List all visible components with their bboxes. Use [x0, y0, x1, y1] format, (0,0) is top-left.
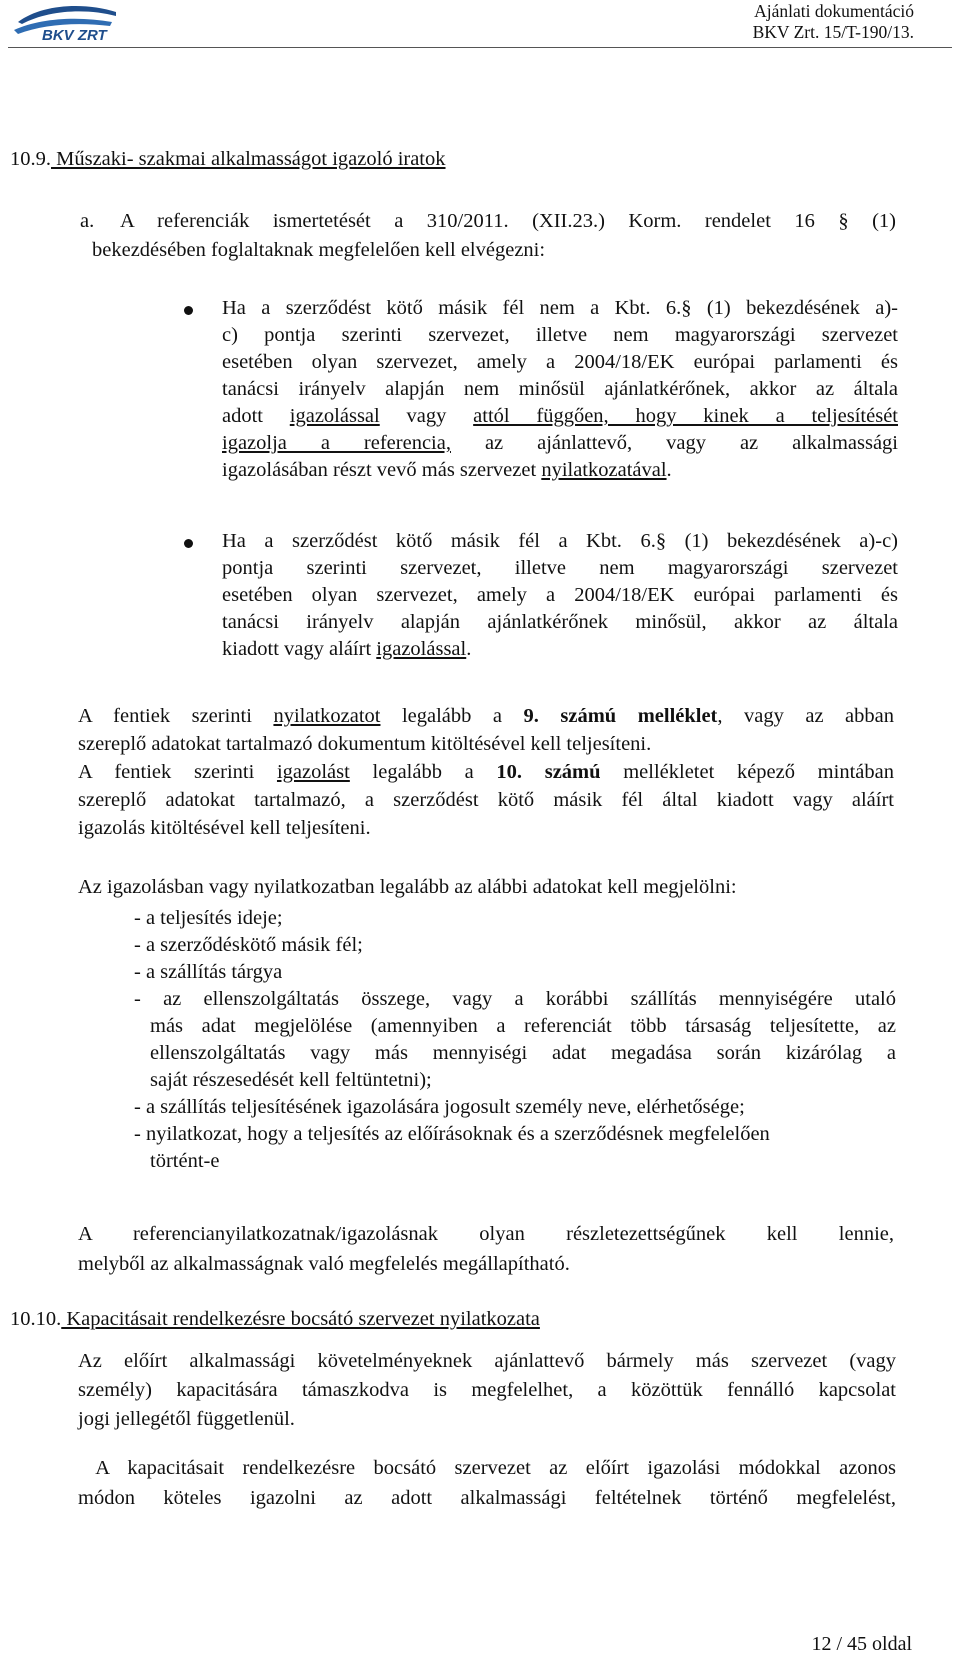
list-item: - a szállítás tárgya	[134, 961, 283, 983]
section-title: Műszaki- szakmai alkalmasságot igazoló iratok	[51, 148, 446, 170]
header-doc-ref: BKV Zrt. 15/T-190/13.	[752, 22, 914, 42]
section-title: Kapacitásait rendelkezésre bocsátó szervezet nyilatkozata	[61, 1308, 540, 1330]
bullet-item-1: Ha a szerződést kötő másik fél nem a Kbt. 6.§ (1) bekezdésének a)- c) pontja szerinti szervezet, illetve nem magyarországi szervezet esetében olyan szervezet, amely a 2004/18/EK európai parlamenti és tanácsi irányelv alapján nem minősül ajánlatkérőnek, akkor az általa adott igazolással vagy attól függően, hogy kinek a teljesítését igazolja a referencia, az ajánlattevő, vagy az alkalmassági igazolásában részt vevő más szervezet nyilatkozatával.	[222, 297, 898, 481]
logo-text: BKV ZRT	[42, 27, 107, 44]
section-10-9-heading	[10, 148, 446, 171]
paragraph-kapacitas-2: A kapacitásait rendelkezésre bocsátó szervezet az előírt igazolási módokkal azonos módon köteles igazolni az adott alkalmassági feltételnek történő megfelelést,	[78, 1457, 896, 1509]
paragraph-adatok-intro: Az igazolásban vagy nyilatkozatban legalább az alábbi adatokat kell megjelölni:	[78, 876, 737, 898]
list-item: - az ellenszolgáltatás összege, vagy a korábbi szállítás mennyiségére utaló más adat megjelölése (amennyiben a referenciát több társaság teljesítette, az ellenszolgáltatás vagy más mennyiségi adat megadása során kizárólag a saját részesedését kell feltüntetni);	[134, 988, 896, 1091]
bkv-logo	[12, 0, 118, 44]
paragraph-kapacitas-1: Az előírt alkalmassági követelményeknek ajánlattevő bármely más szervezet (vagy személy) kapacitására támaszkodva is megfelelhet, a közöttük fennálló kapcsolat jogi jellegétől függetlenül.	[78, 1350, 896, 1430]
list-item: - a szállítás teljesítésének igazolására jogosult személy neve, elérhetősége;	[134, 1096, 745, 1118]
list-item: - a teljesítés ideje;	[134, 907, 283, 929]
list-item: - a szerződéskötő másik fél;	[134, 934, 363, 956]
list-item: - nyilatkozat, hogy a teljesítés az előírásoknak és a szerződésnek megfelelően történt-e	[134, 1123, 770, 1172]
paragraph-nyilatkozat: A fentiek szerinti nyilatkozatot legalább a 9. számú melléklet, vagy az abban szereplő adatokat tartalmazó dokumentum kitöltésével kell teljesíteni. A fentiek szerinti igazolást legalább a 10. számú mellékletet képező mintában szereplő adatokat tartalmazó, a szerződést kötő másik fél által kiadott vagy aláírt igazolás kitöltésével kell teljesíteni.	[78, 705, 895, 839]
required-data-list	[134, 905, 896, 1175]
header-rule	[8, 47, 952, 48]
header-doc-title: Ajánlati dokumentáció	[754, 1, 914, 21]
item-a-line2: bekezdésében foglaltaknak megfelelően kell elvégezni:	[92, 239, 546, 261]
section-number: 10.10.	[10, 1308, 62, 1330]
list-marker-a: a.	[80, 210, 95, 232]
bullet-item-2: Ha a szerződést kötő másik fél a Kbt. 6.§ (1) bekezdésének a)-c) pontja szerinti szervezet, illetve nem magyarországi szervezet esetében olyan szervezet, amely a 2004/18/EK európai parlamenti és tanácsi irányelv alapján ajánlatkérőnek minősül, akkor az általa kiadott vagy aláírt igazolással.	[222, 530, 898, 660]
bullet-icon	[184, 539, 193, 548]
section-10-10-heading	[10, 1308, 540, 1331]
section-number: 10.9.	[10, 148, 51, 170]
item-a-line1: A referenciák ismertetését a 310/2011. (XII.23.) Korm. rendelet 16 § (1)	[120, 210, 896, 232]
paragraph-referencia: A referencianyilatkozatnak/igazolásnak olyan részletezettségűnek kell lennie, melyből az alkalmasságnak való megfelelés megállapítható.	[78, 1223, 894, 1275]
page-number: 12 / 45 oldal	[811, 1633, 912, 1655]
bullet-icon	[184, 306, 193, 315]
